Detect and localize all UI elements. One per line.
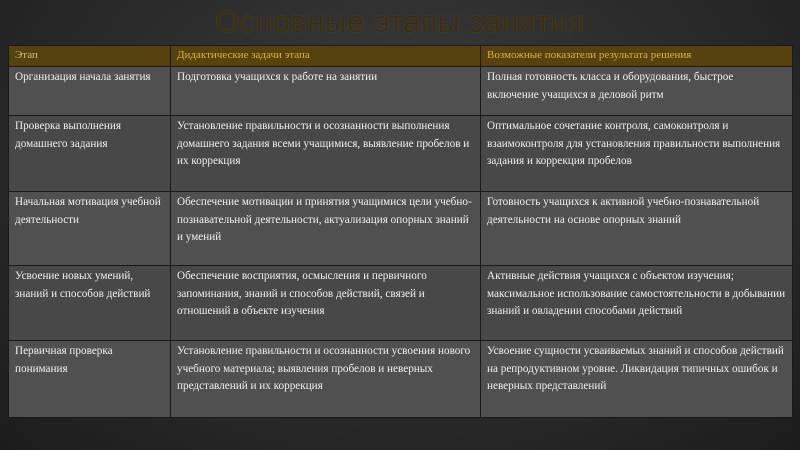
cell-stage: Проверка выполнения домашнего задания — [9, 116, 171, 192]
cell-result-indicators: Оптимальное сочетание контроля, самоконтроля и взаимоконтроля для установления правильности выполнения задания и коррекция пробелов — [481, 116, 793, 192]
cell-result-indicators: Полная готовность класса и оборудования, быстрое включение учащихся в деловой ритм — [481, 67, 793, 116]
cell-didactic-tasks: Установление правильности и осознанности выполнения домашнего задания всеми учащимися, выявление пробелов и их коррекция — [171, 116, 481, 192]
slide-title: Основные этапы занятия — [215, 4, 585, 39]
table-header-row — [9, 46, 793, 67]
table-row — [9, 116, 793, 192]
lesson-stages-table — [8, 45, 793, 418]
cell-result-indicators: Активные действия учащихся с объектом изучения; максимальное использование самостоятельности в добывании знаний и овладении способами действий — [481, 266, 793, 341]
cell-stage: Первичная проверка понимания — [9, 341, 171, 418]
cell-result-indicators: Усвоение сущности усваиваемых знаний и способов действий на репродуктивном уровне. Ликвидация типичных ошибок и неверных представлений — [481, 341, 793, 418]
cell-didactic-tasks: Обеспечение мотивации и принятия учащимися цели учебно-познавательной деятельности, актуализация опорных знаний и умений — [171, 192, 481, 266]
cell-stage: Начальная мотивация учебной деятельности — [9, 192, 171, 266]
table-row — [9, 341, 793, 418]
cell-result-indicators: Готовность учащихся к активной учебно-познавательной деятельности на основе опорных знаний — [481, 192, 793, 266]
cell-didactic-tasks: Подготовка учащихся к работе на занятии — [171, 67, 481, 116]
table-row — [9, 67, 793, 116]
header-stage: Этап — [9, 46, 171, 67]
table-row — [9, 266, 793, 341]
header-didactic-tasks: Дидактические задачи этапа — [171, 46, 481, 67]
cell-stage: Усвоение новых умений, знаний и способов действий — [9, 266, 171, 341]
cell-stage: Организация начала занятия — [9, 67, 171, 116]
header-result-indicators: Возможные показатели результата решения — [481, 46, 793, 67]
cell-didactic-tasks: Установление правильности и осознанности усвоения нового учебного материала; выявления пробелов и неверных представлений и их коррекция — [171, 341, 481, 418]
table-row — [9, 192, 793, 266]
cell-didactic-tasks: Обеспечение восприятия, осмысления и первичного запоминания, знаний и способов действий, связей и отношений в объекте изучения — [171, 266, 481, 341]
